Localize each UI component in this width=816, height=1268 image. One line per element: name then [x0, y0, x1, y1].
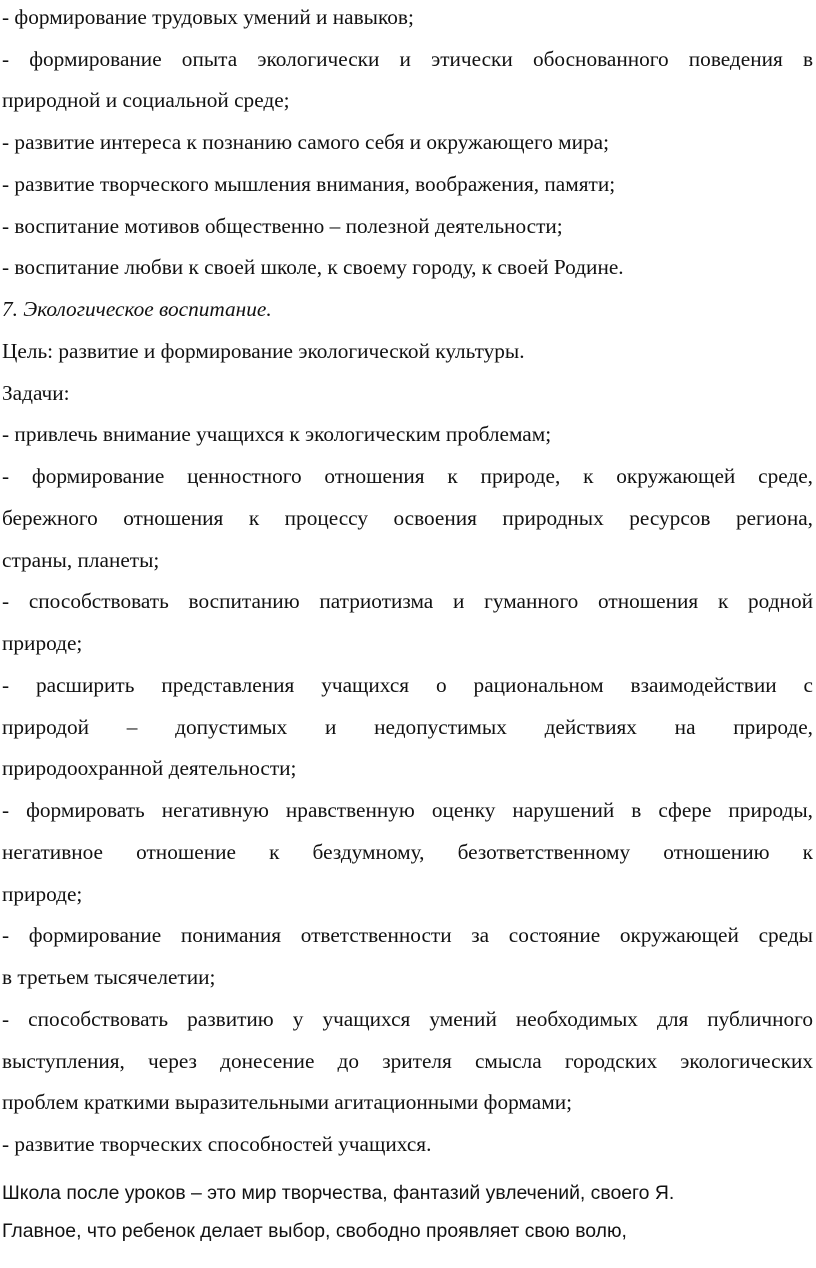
text-line: природе; — [2, 631, 83, 655]
goal-line: Цель: развитие и формирование экологической культуры. — [2, 339, 525, 363]
text-line: проблем краткими выразительными агитационными формами; — [2, 1090, 573, 1114]
text-line: - способствовать развитию у учащихся умений необходимых для публичного — [2, 1007, 813, 1031]
text-line: - формирование трудовых умений и навыков; — [2, 5, 414, 29]
text-line: выступления, через донесение до зрителя смысла городских экологических — [2, 1049, 813, 1073]
text-line: - развитие творческого мышления внимания, воображения, памяти; — [2, 172, 616, 196]
text-line: - воспитание любви к своей школе, к своему городу, к своей Родине. — [2, 255, 624, 279]
text-line: - развитие интереса к познанию самого себя и окружающего мира; — [2, 130, 610, 154]
text-line: - формирование опыта экологически и этически обоснованного поведения в — [2, 47, 813, 71]
text-line: негативное отношение к бездумному, безответственному отношению к — [2, 840, 813, 864]
text-line: природной и социальной среде; — [2, 88, 290, 112]
text-line: страны, планеты; — [2, 548, 160, 572]
text-line: бережного отношения к процессу освоения природных ресурсов региона, — [2, 506, 813, 530]
closing-paragraph-line: Главное, что ребенок делает выбор, свободно проявляет свою волю, — [2, 1220, 627, 1242]
text-line: - формирование ценностного отношения к природе, к окружающей среде, — [2, 464, 813, 488]
section-heading: 7. Экологическое воспитание. — [2, 297, 272, 321]
tasks-heading: Задачи: — [2, 381, 70, 405]
text-line: - формировать негативную нравственную оценку нарушений в сфере природы, — [2, 798, 813, 822]
text-line: - привлечь внимание учащихся к экологическим проблемам; — [2, 422, 552, 446]
text-line: - формирование понимания ответственности за состояние окружающей среды — [2, 923, 813, 947]
text-line: - развитие творческих способностей учащихся. — [2, 1132, 432, 1156]
text-line: природе; — [2, 882, 83, 906]
closing-paragraph-line: Школа после уроков – это мир творчества, фантазий увлечений, своего Я. — [2, 1182, 675, 1204]
text-line: в третьем тысячелетии; — [2, 965, 216, 989]
text-line: - расширить представления учащихся о рациональном взаимодействии с — [2, 673, 813, 697]
text-line: природой – допустимых и недопустимых действиях на природе, — [2, 715, 813, 739]
text-line: - воспитание мотивов общественно – полезной деятельности; — [2, 214, 563, 238]
text-line: природоохранной деятельности; — [2, 756, 297, 780]
text-line: - способствовать воспитанию патриотизма и гуманного отношения к родной — [2, 589, 813, 613]
